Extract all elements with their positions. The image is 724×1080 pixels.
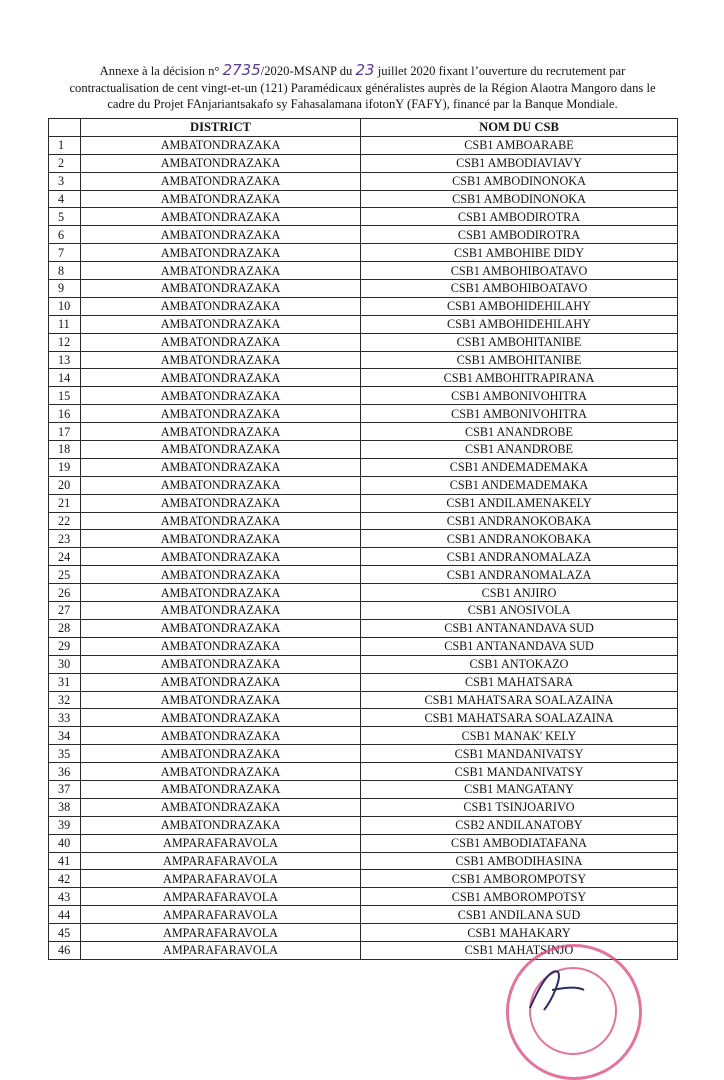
row-number: 10	[49, 297, 81, 315]
csb-name-cell: CSB1 MANAK' KELY	[361, 727, 678, 745]
table-row	[49, 262, 678, 280]
table-row	[49, 548, 678, 566]
district-cell: AMBATONDRAZAKA	[81, 226, 361, 244]
table-row	[49, 834, 678, 852]
row-number: 7	[49, 244, 81, 262]
csb-name-cell: CSB1 MAHATSARA SOALAZAINA	[361, 709, 678, 727]
table-row	[49, 244, 678, 262]
table-row	[49, 226, 678, 244]
column-header-district: DISTRICT	[81, 119, 361, 137]
header-line-2: contractualisation de cent vingt-et-un (121) Paramédicaux généralistes auprès de la Région Alaotra Mangoro dans le	[69, 80, 656, 95]
header-line-1-start: Annexe à la décision n°	[99, 64, 220, 78]
csb-name-cell: CSB1 ANANDROBE	[361, 441, 678, 459]
district-cell: AMBATONDRAZAKA	[81, 780, 361, 798]
district-cell: AMBATONDRAZAKA	[81, 673, 361, 691]
district-cell: AMBATONDRAZAKA	[81, 333, 361, 351]
district-cell: AMPARAFARAVOLA	[81, 852, 361, 870]
table-row	[49, 602, 678, 620]
csb-name-cell: CSB1 ANDRANOMALAZA	[361, 548, 678, 566]
table-row	[49, 637, 678, 655]
csb-name-cell: CSB1 AMBODIATAFANA	[361, 834, 678, 852]
district-cell: AMBATONDRAZAKA	[81, 297, 361, 315]
table-row	[49, 888, 678, 906]
table-row	[49, 351, 678, 369]
district-cell: AMBATONDRAZAKA	[81, 458, 361, 476]
row-number: 6	[49, 226, 81, 244]
csb-name-cell: CSB1 AMBONIVOHITRA	[361, 405, 678, 423]
signature-mark	[522, 960, 592, 1020]
table-row	[49, 691, 678, 709]
row-number: 34	[49, 727, 81, 745]
csb-name-cell: CSB1 AMBONIVOHITRA	[361, 387, 678, 405]
district-cell: AMPARAFARAVOLA	[81, 870, 361, 888]
csb-name-cell: CSB1 TSINJOARIVO	[361, 798, 678, 816]
district-cell: AMBATONDRAZAKA	[81, 691, 361, 709]
district-cell: AMBATONDRAZAKA	[81, 244, 361, 262]
district-cell: AMBATONDRAZAKA	[81, 441, 361, 459]
header-line-1-ref: /2020-MSANP du	[260, 64, 353, 78]
district-cell: AMBATONDRAZAKA	[81, 190, 361, 208]
csb-name-cell: CSB1 MAHATSINJO	[361, 941, 678, 959]
csb-name-cell: CSB1 ANDRANOKOBAKA	[361, 512, 678, 530]
row-number: 33	[49, 709, 81, 727]
table-row	[49, 280, 678, 298]
row-number: 29	[49, 637, 81, 655]
row-number: 22	[49, 512, 81, 530]
row-number: 45	[49, 924, 81, 942]
table-row	[49, 924, 678, 942]
csb-name-cell: CSB1 MANDANIVATSY	[361, 763, 678, 781]
row-number: 3	[49, 172, 81, 190]
district-cell: AMBATONDRAZAKA	[81, 637, 361, 655]
csb-name-cell: CSB1 ANDEMADEMAKA	[361, 476, 678, 494]
row-number: 21	[49, 494, 81, 512]
table-row	[49, 297, 678, 315]
row-number: 44	[49, 906, 81, 924]
district-cell: AMPARAFARAVOLA	[81, 888, 361, 906]
csb-name-cell: CSB1 AMBODIHASINA	[361, 852, 678, 870]
table-row	[49, 727, 678, 745]
row-number: 8	[49, 262, 81, 280]
row-number: 24	[49, 548, 81, 566]
district-cell: AMBATONDRAZAKA	[81, 351, 361, 369]
row-number: 14	[49, 369, 81, 387]
district-cell: AMBATONDRAZAKA	[81, 512, 361, 530]
csb-name-cell: CSB1 MAHATSARA	[361, 673, 678, 691]
csb-name-cell: CSB2 ANDILANATOBY	[361, 816, 678, 834]
decision-number-handwritten: 2735	[222, 61, 261, 79]
row-number: 27	[49, 602, 81, 620]
district-cell: AMBATONDRAZAKA	[81, 745, 361, 763]
row-number: 39	[49, 816, 81, 834]
header-line-1	[40, 62, 685, 80]
row-number: 2	[49, 154, 81, 172]
district-cell: AMBATONDRAZAKA	[81, 387, 361, 405]
row-number: 5	[49, 208, 81, 226]
district-cell: AMBATONDRAZAKA	[81, 208, 361, 226]
table-row	[49, 798, 678, 816]
district-cell: AMBATONDRAZAKA	[81, 530, 361, 548]
table-row	[49, 458, 678, 476]
csb-name-cell: CSB1 ANTANANDAVA SUD	[361, 619, 678, 637]
csb-name-cell: CSB1 ANDRANOKOBAKA	[361, 530, 678, 548]
row-number: 26	[49, 584, 81, 602]
district-cell: AMBATONDRAZAKA	[81, 262, 361, 280]
csb-name-cell: CSB1 AMBOHIDEHILAHY	[361, 297, 678, 315]
row-number: 25	[49, 566, 81, 584]
district-cell: AMBATONDRAZAKA	[81, 405, 361, 423]
csb-name-cell: CSB1 ANOSIVOLA	[361, 602, 678, 620]
district-cell: AMBATONDRAZAKA	[81, 709, 361, 727]
table-row	[49, 780, 678, 798]
district-cell: AMBATONDRAZAKA	[81, 566, 361, 584]
district-cell: AMBATONDRAZAKA	[81, 494, 361, 512]
row-number: 11	[49, 315, 81, 333]
csb-name-cell: CSB1 ANTANANDAVA SUD	[361, 637, 678, 655]
table-row	[49, 619, 678, 637]
row-number: 35	[49, 745, 81, 763]
csb-name-cell: CSB1 AMBOHIBOATAVO	[361, 280, 678, 298]
csb-name-cell: CSB1 ANANDROBE	[361, 423, 678, 441]
district-cell: AMBATONDRAZAKA	[81, 727, 361, 745]
district-cell: AMBATONDRAZAKA	[81, 136, 361, 154]
column-header-number	[49, 119, 81, 137]
district-cell: AMBATONDRAZAKA	[81, 584, 361, 602]
district-cell: AMBATONDRAZAKA	[81, 154, 361, 172]
csb-name-cell: CSB1 AMBOROMPOTSY	[361, 888, 678, 906]
district-cell: AMBATONDRAZAKA	[81, 602, 361, 620]
table-row	[49, 387, 678, 405]
csb-name-cell: CSB1 AMBOHITRAPIRANA	[361, 369, 678, 387]
row-number: 20	[49, 476, 81, 494]
row-number: 28	[49, 619, 81, 637]
csb-name-cell: CSB1 AMBODIROTRA	[361, 226, 678, 244]
district-cell: AMBATONDRAZAKA	[81, 763, 361, 781]
district-cell: AMBATONDRAZAKA	[81, 423, 361, 441]
decision-day-handwritten: 23	[355, 61, 375, 79]
row-number: 41	[49, 852, 81, 870]
row-number: 17	[49, 423, 81, 441]
table-row	[49, 154, 678, 172]
table-body	[49, 136, 678, 959]
district-cell: AMBATONDRAZAKA	[81, 172, 361, 190]
district-cell: AMBATONDRAZAKA	[81, 369, 361, 387]
row-number: 16	[49, 405, 81, 423]
csb-name-cell: CSB1 AMBODIAVIAVY	[361, 154, 678, 172]
table-row	[49, 172, 678, 190]
header-line-3: cadre du Projet FAnjariantsakafo sy Fahasalamana ifotonY (FAFY), financé par la Banque Mondiale.	[107, 97, 618, 111]
table-header-row	[49, 119, 678, 137]
row-number: 32	[49, 691, 81, 709]
district-cell: AMBATONDRAZAKA	[81, 280, 361, 298]
district-cell: AMPARAFARAVOLA	[81, 834, 361, 852]
row-number: 36	[49, 763, 81, 781]
district-cell: AMPARAFARAVOLA	[81, 924, 361, 942]
table-row	[49, 441, 678, 459]
row-number: 23	[49, 530, 81, 548]
table-row	[49, 476, 678, 494]
csb-name-cell: CSB1 AMBOHIBE DIDY	[361, 244, 678, 262]
table-row	[49, 709, 678, 727]
table-row	[49, 745, 678, 763]
row-number: 38	[49, 798, 81, 816]
csb-name-cell: CSB1 AMBOARABE	[361, 136, 678, 154]
district-cell: AMBATONDRAZAKA	[81, 548, 361, 566]
row-number: 37	[49, 780, 81, 798]
csb-name-cell: CSB1 AMBOHIDEHILAHY	[361, 315, 678, 333]
column-header-csb: NOM DU CSB	[361, 119, 678, 137]
table-row	[49, 494, 678, 512]
table-row	[49, 566, 678, 584]
row-number: 4	[49, 190, 81, 208]
table-row	[49, 208, 678, 226]
csb-name-cell: CSB1 ANDILANA SUD	[361, 906, 678, 924]
district-cell: AMBATONDRAZAKA	[81, 816, 361, 834]
csb-name-cell: CSB1 ANDEMADEMAKA	[361, 458, 678, 476]
table-row	[49, 584, 678, 602]
table-row	[49, 405, 678, 423]
csb-name-cell: CSB1 AMBOHITANIBE	[361, 333, 678, 351]
csb-name-cell: CSB1 AMBODIROTRA	[361, 208, 678, 226]
table-row	[49, 673, 678, 691]
header-line-1-end: juillet 2020 fixant l’ouverture du recrutement par	[377, 64, 626, 78]
table-row	[49, 816, 678, 834]
row-number: 43	[49, 888, 81, 906]
csb-name-cell: CSB1 ANDILAMENAKELY	[361, 494, 678, 512]
csb-name-cell: CSB1 AMBODINONOKA	[361, 190, 678, 208]
csb-name-cell: CSB1 ANTOKAZO	[361, 655, 678, 673]
district-cell: AMBATONDRAZAKA	[81, 798, 361, 816]
table-row	[49, 530, 678, 548]
csb-name-cell: CSB1 MANGATANY	[361, 780, 678, 798]
district-cell: AMBATONDRAZAKA	[81, 476, 361, 494]
row-number: 42	[49, 870, 81, 888]
table-row	[49, 333, 678, 351]
table-row	[49, 315, 678, 333]
row-number: 19	[49, 458, 81, 476]
row-number: 1	[49, 136, 81, 154]
csb-table	[48, 118, 678, 960]
row-number: 15	[49, 387, 81, 405]
csb-name-cell: CSB1 AMBOHIBOATAVO	[361, 262, 678, 280]
csb-name-cell: CSB1 MANDANIVATSY	[361, 745, 678, 763]
csb-name-cell: CSB1 ANDRANOMALAZA	[361, 566, 678, 584]
table-row	[49, 136, 678, 154]
district-cell: AMPARAFARAVOLA	[81, 906, 361, 924]
csb-name-cell: CSB1 MAHAKARY	[361, 924, 678, 942]
document-header	[40, 62, 685, 113]
csb-name-cell: CSB1 AMBOHITANIBE	[361, 351, 678, 369]
csb-name-cell: CSB1 MAHATSARA SOALAZAINA	[361, 691, 678, 709]
row-number: 46	[49, 941, 81, 959]
csb-name-cell: CSB1 AMBOROMPOTSY	[361, 870, 678, 888]
table-row	[49, 190, 678, 208]
row-number: 13	[49, 351, 81, 369]
district-cell: AMBATONDRAZAKA	[81, 655, 361, 673]
table-row	[49, 906, 678, 924]
csb-name-cell: CSB1 AMBODINONOKA	[361, 172, 678, 190]
table-row	[49, 870, 678, 888]
row-number: 31	[49, 673, 81, 691]
table-row	[49, 852, 678, 870]
csb-name-cell: CSB1 ANJIRO	[361, 584, 678, 602]
row-number: 40	[49, 834, 81, 852]
row-number: 12	[49, 333, 81, 351]
district-cell: AMBATONDRAZAKA	[81, 315, 361, 333]
table-row	[49, 512, 678, 530]
table-row	[49, 763, 678, 781]
table-row	[49, 655, 678, 673]
row-number: 9	[49, 280, 81, 298]
row-number: 18	[49, 441, 81, 459]
district-cell: AMBATONDRAZAKA	[81, 619, 361, 637]
district-cell: AMPARAFARAVOLA	[81, 941, 361, 959]
row-number: 30	[49, 655, 81, 673]
table-row	[49, 423, 678, 441]
table-row	[49, 369, 678, 387]
